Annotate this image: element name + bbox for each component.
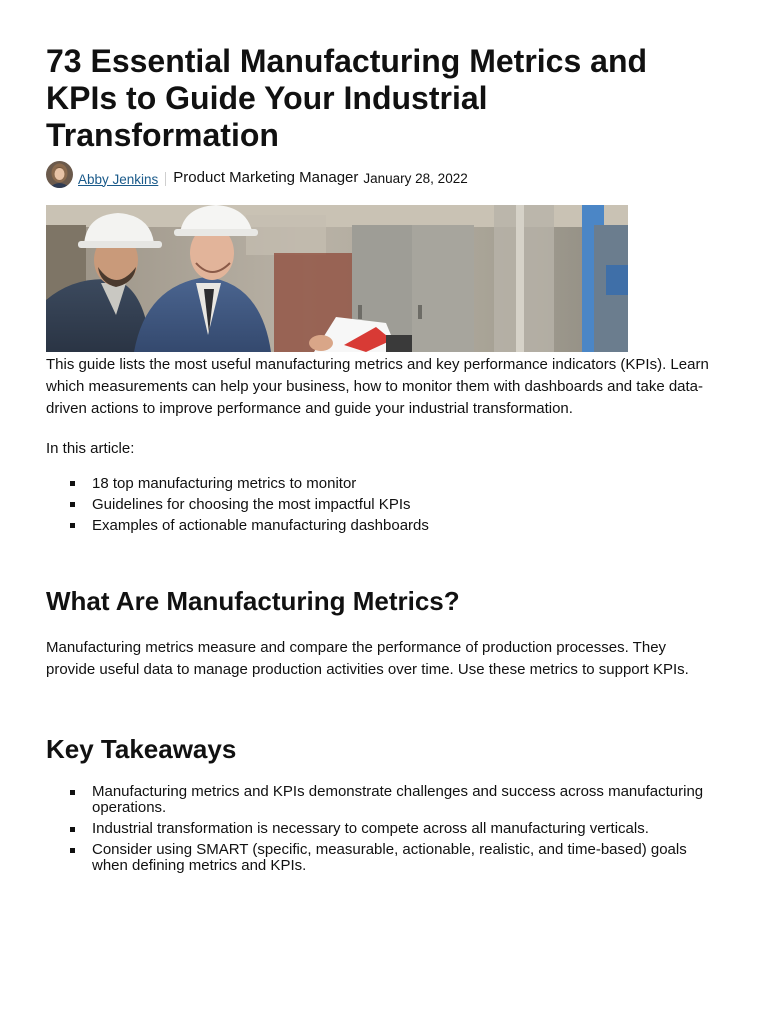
list-item: 18 top manufacturing metrics to monitor (92, 473, 722, 494)
list-item: Examples of actionable manufacturing dashboards (92, 515, 722, 536)
in-this-article-label: In this article: (46, 440, 135, 457)
publish-date: January 28, 2022 (363, 170, 468, 186)
author-avatar (46, 161, 73, 188)
list-item: Consider using SMART (specific, measurable, actionable, realistic, and time-based) goals when defining metrics and KPIs. (92, 842, 722, 874)
author-link[interactable]: Abby Jenkins (78, 171, 159, 187)
in-this-article-list (46, 473, 722, 536)
byline (46, 163, 722, 191)
article-title: 73 Essential Manufacturing Metrics and KPIs to Guide Your Industrial Transformation (46, 43, 648, 153)
byline-separator (165, 172, 166, 186)
intro-paragraph: This guide lists the most useful manufacturing metrics and key performance indicators (KPIs). Learn which measurements can help your business, how to monitor them with dashboards and take data-driven actions to improve performance and guide your industrial transformation. (46, 356, 709, 417)
list-item: Guidelines for choosing the most impactful KPIs (92, 494, 722, 515)
what-paragraph: Manufacturing metrics measure and compare the performance of production processes. They provide useful data to manage production activities over time. Use these metrics to support KPIs. (46, 639, 689, 678)
author-role: Product Marketing Manager (173, 168, 359, 186)
takeaways-list (46, 784, 722, 874)
list-item: Manufacturing metrics and KPIs demonstrate challenges and success across manufacturing operations. (92, 784, 722, 816)
section-heading-what: What Are Manufacturing Metrics? (46, 586, 460, 616)
photo-two-engineers-hard-hats-icon (46, 205, 628, 352)
hero-image (46, 205, 628, 352)
list-item: Industrial transformation is necessary to compete across all manufacturing verticals. (92, 821, 722, 837)
section-heading-takeaways: Key Takeaways (46, 734, 237, 764)
